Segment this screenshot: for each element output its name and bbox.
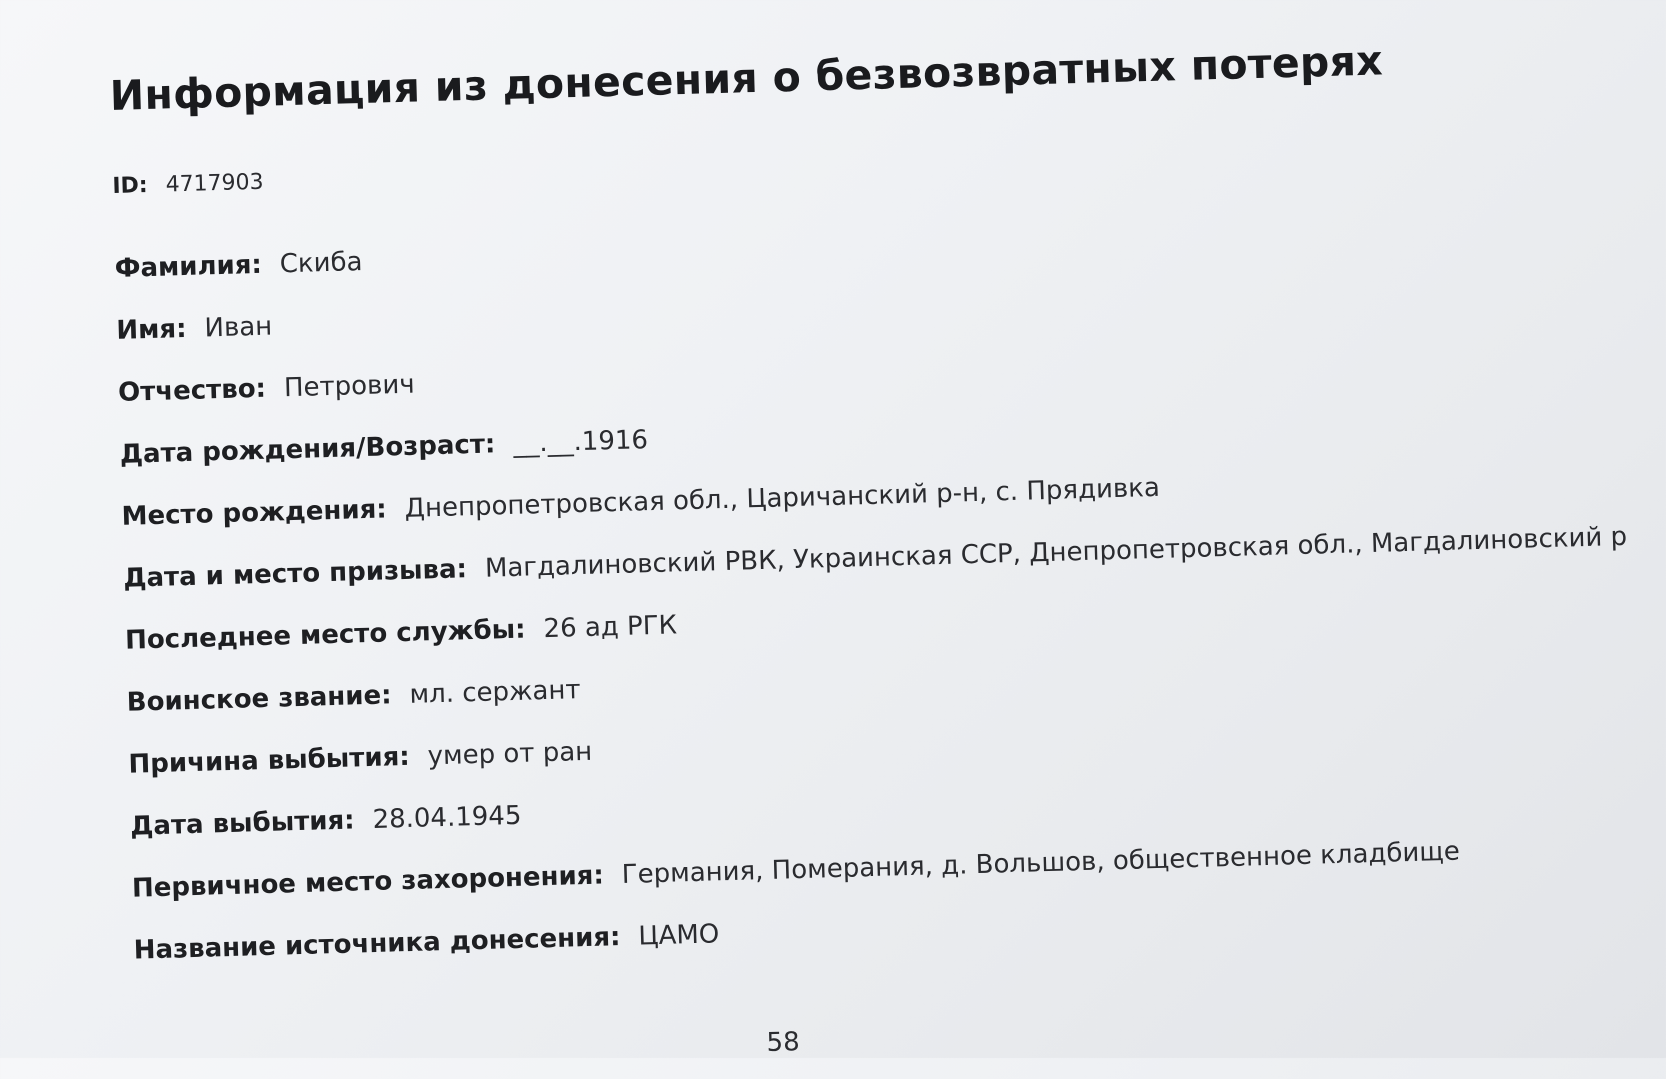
field-date-out bbox=[130, 801, 522, 842]
field-rank bbox=[126, 675, 581, 718]
page-number: 58 bbox=[766, 1027, 801, 1059]
field-value: умер от ран bbox=[427, 736, 593, 772]
field-value: Германия, Померания, д. Вольшов, общественное кладбище bbox=[621, 836, 1461, 891]
field-label: Дата выбытия: bbox=[129, 805, 356, 842]
field-value: Магдалиновский РВК, Украинская ССР, Днепропетровская обл., Магдалиновский р bbox=[484, 521, 1628, 584]
field-value: 28.04.1945 bbox=[372, 800, 522, 835]
field-last-service bbox=[125, 610, 678, 655]
field-label: Воинское звание: bbox=[126, 680, 392, 718]
field-patronymic bbox=[118, 370, 415, 408]
field-reason bbox=[128, 737, 592, 780]
field-label: Имя: bbox=[116, 313, 187, 346]
field-label: Название источника донесения: bbox=[133, 922, 621, 966]
field-value: Днепропетровская обл., Царичанский р-н, с. Прядивка bbox=[404, 472, 1161, 524]
field-label: Дата и место призыва: bbox=[122, 554, 468, 594]
field-source bbox=[133, 919, 719, 965]
field-label: Место рождения: bbox=[121, 494, 388, 532]
field-value: 26 ад РГК bbox=[543, 610, 678, 645]
page-title: Информация из донесения о безвозвратных потерях bbox=[109, 36, 1384, 120]
field-label: Фамилия: bbox=[114, 249, 263, 284]
field-label: Последнее место службы: bbox=[124, 614, 526, 656]
field-value: __.__.1916 bbox=[512, 425, 649, 459]
field-label: Причина выбытия: bbox=[128, 741, 411, 780]
field-value: Петрович bbox=[283, 369, 416, 404]
field-label: Дата рождения/Возраст: bbox=[119, 429, 496, 470]
field-label: Первичное место захоронения: bbox=[131, 860, 605, 904]
field-value: Скиба bbox=[279, 247, 363, 280]
field-value: мл. сержант bbox=[409, 675, 581, 710]
record-id-value: 4717903 bbox=[165, 169, 264, 198]
field-conscription bbox=[123, 522, 1628, 594]
field-birth-date bbox=[119, 425, 648, 470]
field-burial-place bbox=[132, 837, 1461, 904]
record-id-row bbox=[112, 170, 264, 199]
record-id-label: ID: bbox=[112, 172, 149, 199]
field-label: Отчество: bbox=[117, 373, 267, 408]
field-birth-place bbox=[121, 473, 1160, 532]
field-first-name bbox=[116, 312, 273, 346]
field-value: ЦАМО bbox=[638, 919, 720, 952]
field-value: Иван bbox=[204, 311, 273, 344]
field-surname bbox=[114, 247, 363, 284]
